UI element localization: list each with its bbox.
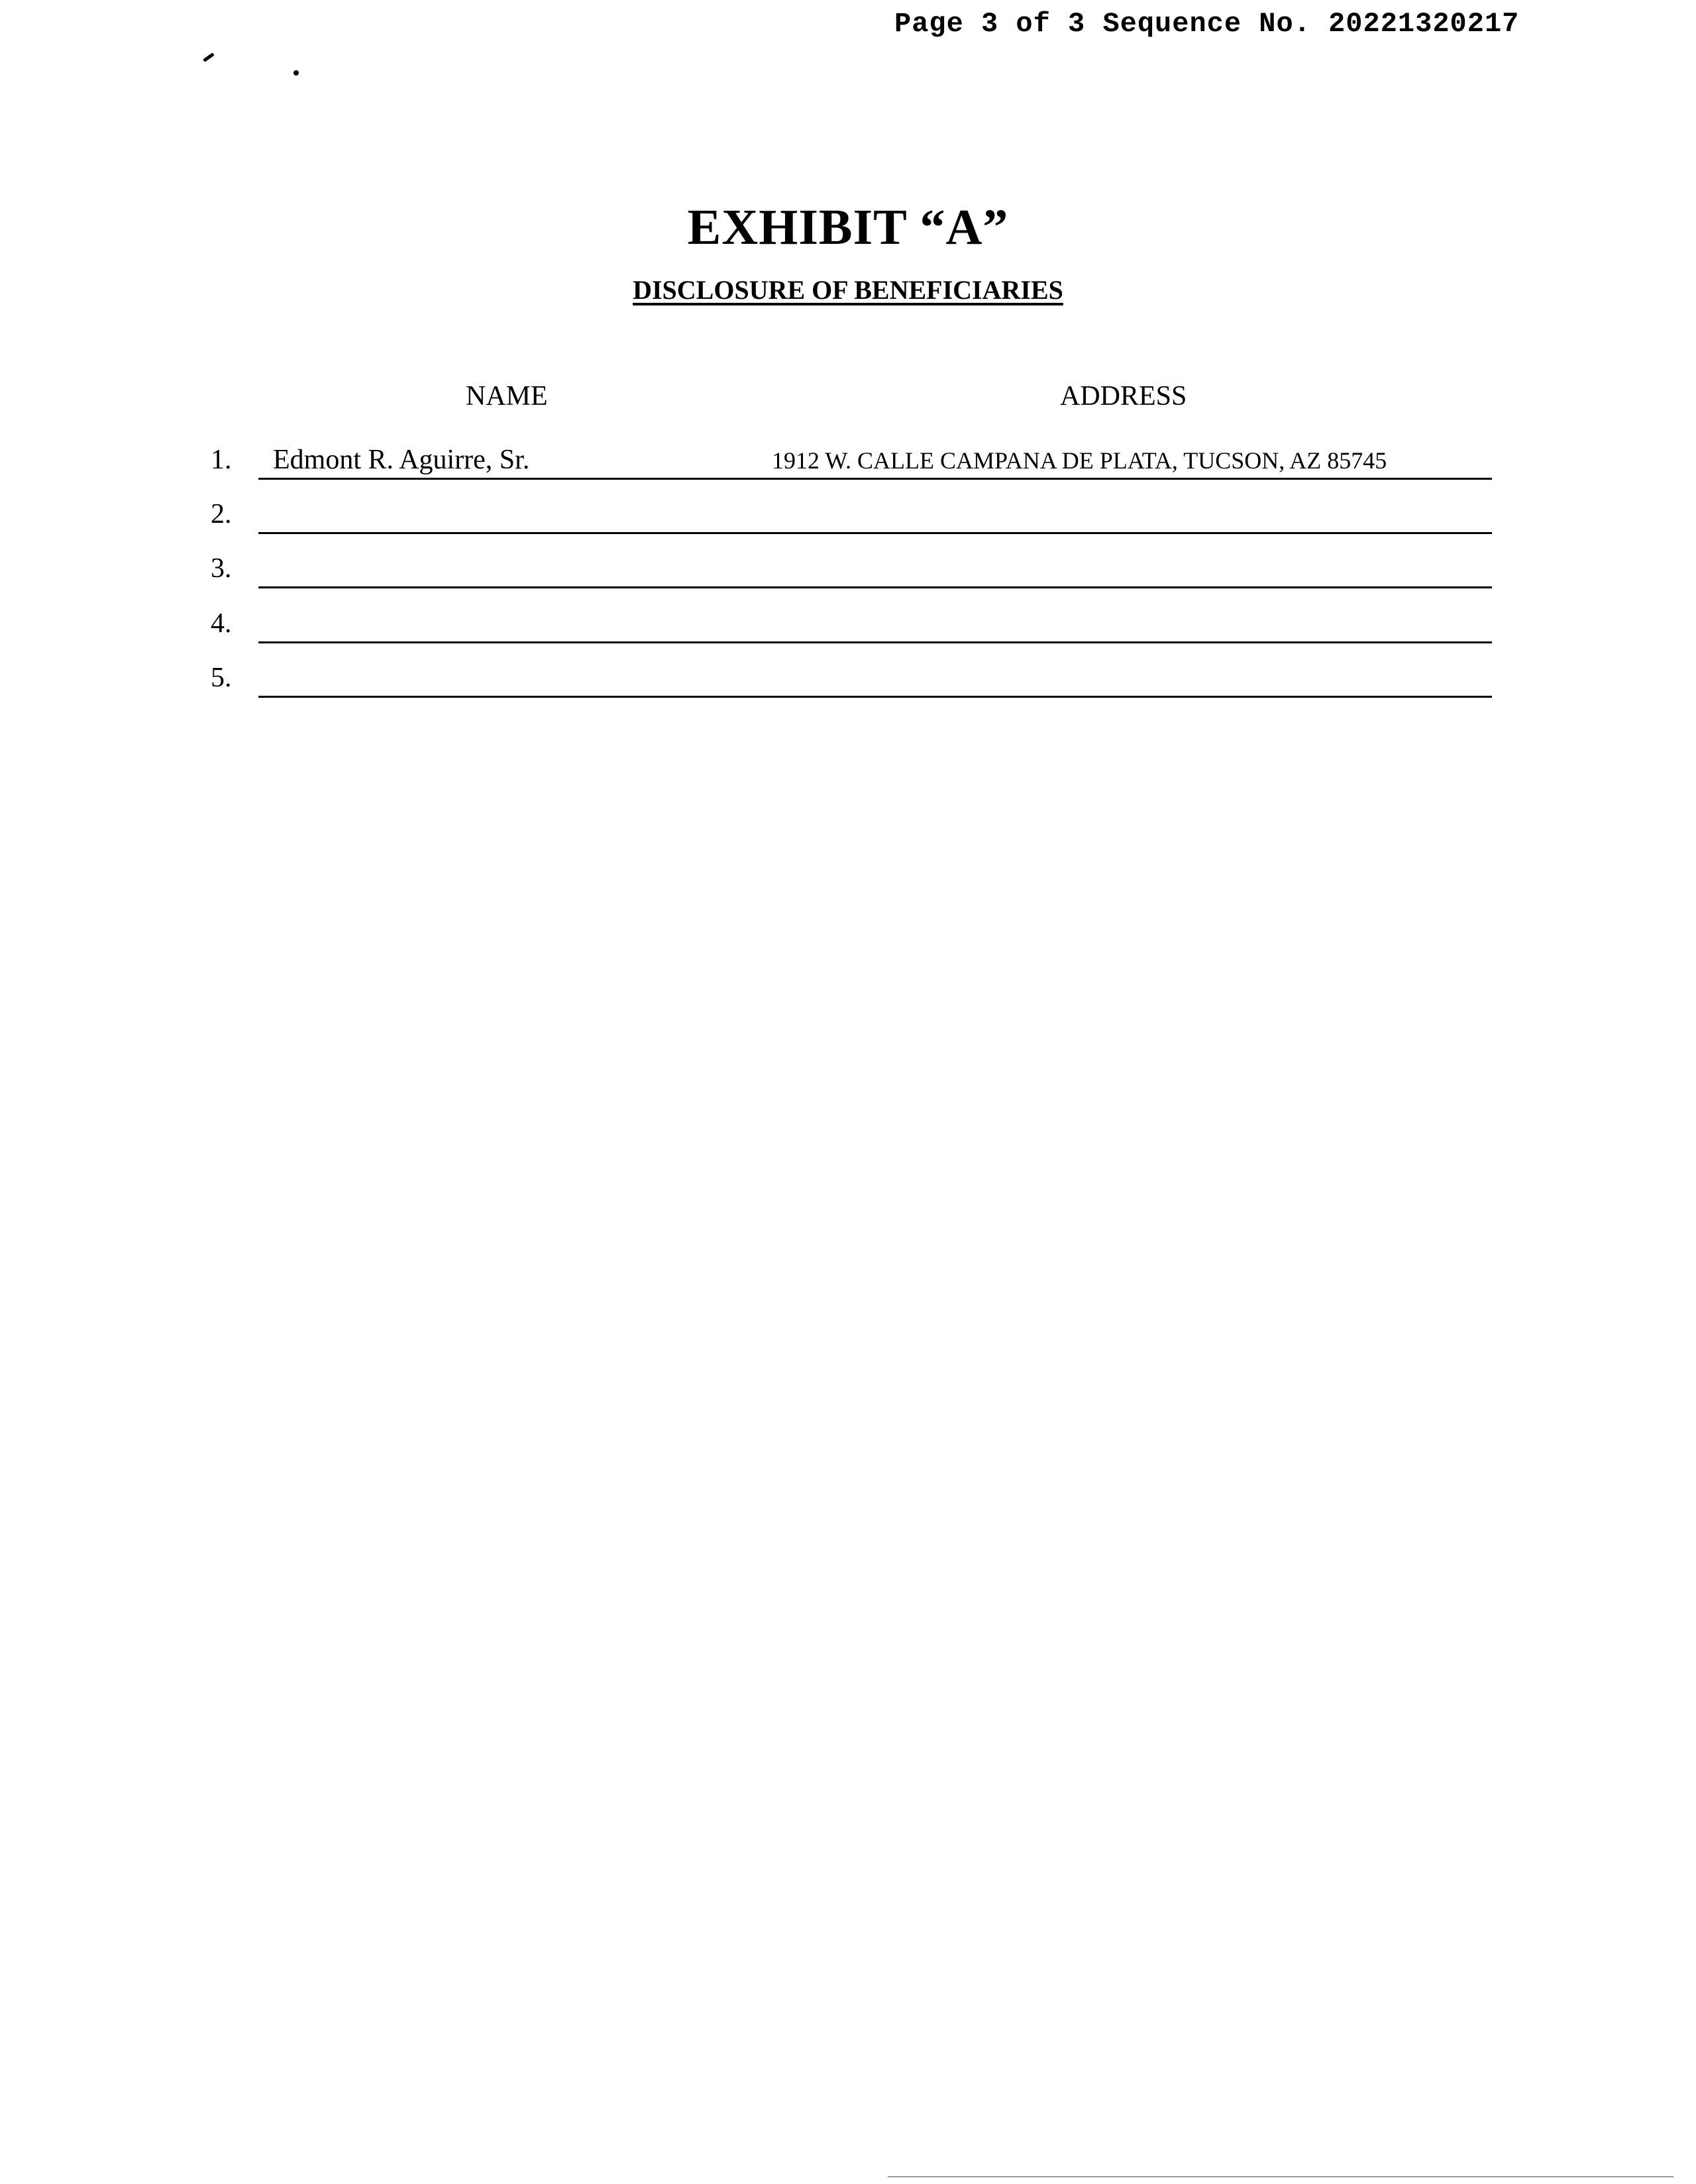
row-number: 1. bbox=[211, 445, 232, 475]
scan-mark bbox=[203, 52, 215, 62]
row-number: 4. bbox=[211, 608, 232, 639]
entry-line bbox=[258, 641, 1492, 643]
beneficiary-name: Edmont R. Aguirre, Sr. bbox=[273, 445, 530, 475]
row-number: 5. bbox=[211, 663, 232, 693]
column-header-address: ADDRESS bbox=[1060, 381, 1187, 411]
entry-line bbox=[258, 696, 1492, 698]
beneficiary-row-5 bbox=[0, 662, 1696, 715]
footer-divider bbox=[888, 2176, 1673, 2177]
column-header-name: NAME bbox=[466, 381, 548, 411]
entry-line bbox=[258, 586, 1492, 588]
beneficiary-row-4 bbox=[0, 608, 1696, 661]
beneficiary-row-2 bbox=[0, 498, 1696, 551]
page-sequence-header: Page 3 of 3 Sequence No. 20221320217 bbox=[894, 8, 1520, 40]
row-number: 2. bbox=[211, 499, 232, 529]
exhibit-title: EXHIBIT “A” bbox=[687, 199, 1009, 255]
beneficiary-address: 1912 W. CALLE CAMPANA DE PLATA, TUCSON, AZ 85745 bbox=[772, 447, 1387, 474]
row-number: 3. bbox=[211, 553, 232, 584]
entry-line bbox=[258, 478, 1492, 480]
beneficiary-row-3 bbox=[0, 553, 1696, 606]
entry-line bbox=[258, 532, 1492, 534]
exhibit-subtitle: DISCLOSURE OF BENEFICIARIES bbox=[633, 275, 1063, 305]
beneficiary-row-1 bbox=[0, 444, 1696, 497]
scan-dot bbox=[293, 70, 299, 76]
